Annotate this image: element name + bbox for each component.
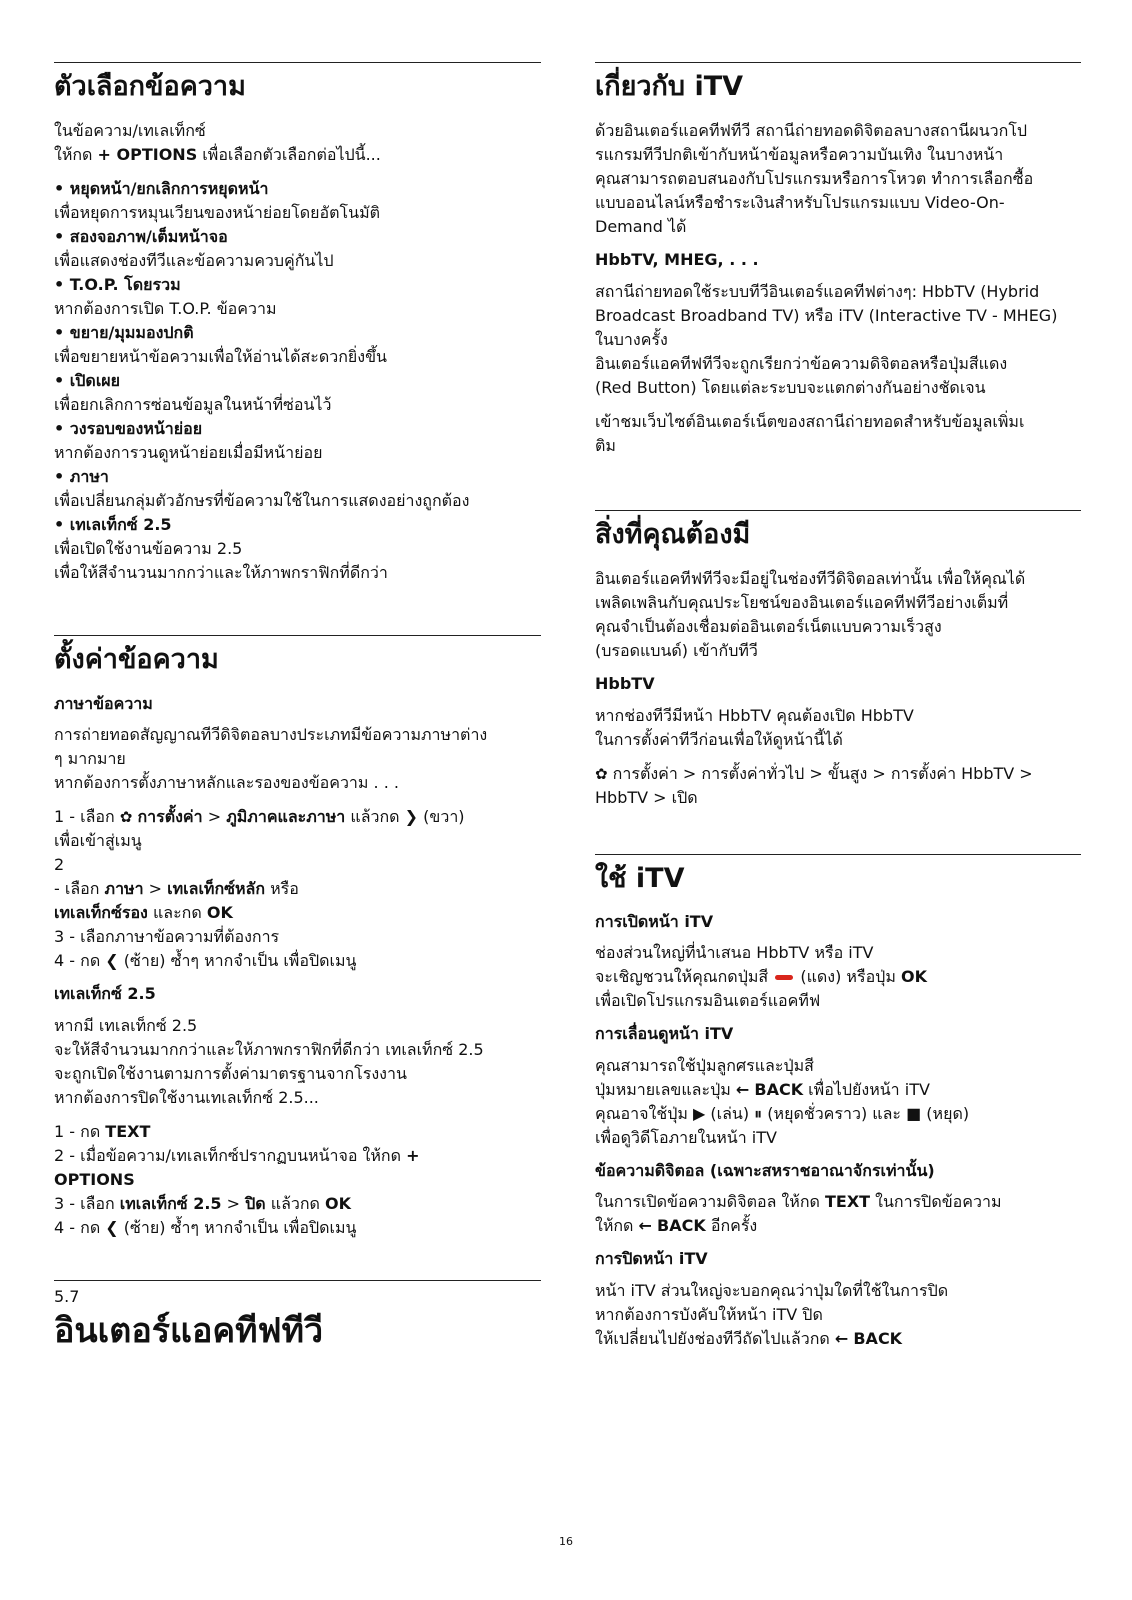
play-icon: ▶ (692, 1103, 706, 1123)
para-line (595, 1190, 1081, 1214)
para-line: หากมี เทเลเท็กซ์ 2.5 (54, 1015, 198, 1035)
section-rule (595, 62, 1081, 63)
option-desc: เพื่อให้สีจำนวนมากกว่าและให้ภาพกราฟิกที่ดีกว่า (54, 563, 388, 583)
ok-key: OK (900, 967, 927, 987)
option-desc: เพื่อแสดงช่องทีวีและข้อความควบคู่กันไป (54, 251, 334, 271)
para-line: ติม (595, 435, 616, 455)
step-text: (ซ้าย) ซ้ำๆ หากจำเป็น เพื่อปิดเมนู (123, 1217, 357, 1237)
para-text: เพื่อไปยังหน้า iTV (803, 1079, 930, 1099)
para-line: จะถูกเปิดใช้งานตามการตั้งค่ามาตรฐานจากโรงงาน (54, 1063, 407, 1083)
teletext25-paragraph (54, 1014, 541, 1110)
text-options-intro (54, 119, 541, 167)
options-list (54, 177, 541, 585)
path-line: HbbTV > เปิด (595, 787, 698, 807)
para-line: หากต้องการบังคับให้หน้า iTV ปิด (595, 1304, 823, 1324)
back-arrow-icon: ← (638, 1216, 652, 1236)
para-line: รแกรมทีวีปกติเข้ากับหน้าข้อมูลหรือความบันเทิง ในบางหน้า (595, 145, 1004, 165)
para-line: ช่องส่วนใหญ่ที่นำเสนอ HbbTV หรือ iTV (595, 943, 874, 963)
tt-step-2-cont: OPTIONS (54, 1169, 135, 1189)
step-text: หรือ (265, 879, 299, 899)
teletext25-steps (54, 1120, 541, 1240)
para-line: เพลิดเพลินกับคุณประโยชน์ของอินเตอร์แอคทีฟทีวีอย่างเต็มที่ (595, 593, 1009, 613)
para-line: (Red Button) โดยแต่ละระบบจะแตกต่างกันอย่างชัดเจน (595, 377, 986, 397)
para-line: การถ่ายทอดสัญญาณทีวีดิจิตอลบางประเภทมีข้อความภาษาต่าง (54, 725, 488, 745)
para-line: สถานีถ่ายทอดใช้ระบบทีวีอินเตอร์แอคทีฟต่างๆ: HbbTV (Hybrid (595, 281, 1040, 301)
section-rule (54, 635, 541, 636)
step-4 (54, 949, 541, 973)
digital-text-heading: ข้อความดิจิตอล (เฉพาะสหราชอาณาจักรเท่านั้น) (595, 1160, 935, 1180)
para-text: (หยุดชั่วคราว) และ (767, 1103, 907, 1123)
language-label: ภาษา (104, 879, 144, 899)
text-options-title: ตัวเลือกข้อความ (54, 71, 246, 102)
needs-paragraph (595, 567, 1081, 663)
para-line (595, 1327, 1081, 1351)
para-text: ในการปิดข้อความ (870, 1192, 1002, 1212)
option-label: • สองจอภาพ/เต็มหน้าจอ (54, 227, 228, 247)
option-label: • เปิดเผย (54, 371, 121, 391)
para-text: ให้เปลี่ยนไปยังช่องทีวีถัดไปแล้วกด (595, 1328, 835, 1348)
text-language-paragraph (54, 723, 541, 795)
navigate-paragraph (595, 1054, 1081, 1150)
para-line: อินเตอร์แอคทีฟทีวีจะถูกเรียกว่าข้อความดิจิตอลหรือปุ่มสีแดง (595, 353, 1008, 373)
back-arrow-icon: ← (834, 1328, 849, 1348)
para-text: จะเชิญชวนให้คุณกดปุ่มสี (595, 967, 774, 987)
para-line (595, 965, 1081, 989)
tt-step-4 (54, 1216, 541, 1240)
hbbtv-paragraph (595, 704, 1081, 752)
about-itv-title: เกี่ยวกับ iTV (595, 71, 744, 102)
step-text: แล้วกด (345, 807, 405, 827)
para-line: เพื่อเปิดโปรแกรมอินเตอร์แอคทีฟ (595, 991, 821, 1011)
chevron-left-icon: ❮ (105, 951, 119, 971)
intro-prefix: ให้กด (54, 145, 98, 165)
para-line: Broadcast Broadband TV) หรือ iTV (Interactive TV - MHEG) (595, 305, 1058, 325)
close-itv-paragraph (595, 1279, 1081, 1351)
para-line: (บรอดแบนด์) เข้ากับทีวี (595, 641, 758, 661)
option-desc: เพื่อยกเลิกการซ่อนข้อมูลในหน้าที่ซ่อนไว้ (54, 395, 332, 415)
option-label: • ขยาย/มุมมองปกติ (54, 323, 194, 343)
separator: > (143, 879, 168, 899)
step-text: - เลือก (54, 879, 105, 899)
step-text: 1 - เลือก (54, 807, 120, 827)
teletext25-label: เทเลเท็กซ์ 2.5 (119, 1193, 222, 1213)
para-line: หน้า iTV ส่วนใหญ่จะบอกคุณว่าปุ่มใดที่ใช้ในการปิด (595, 1280, 949, 1300)
step-text: (ขวา) (423, 807, 465, 827)
step-text: 4 - กด (54, 951, 106, 971)
step-1-cont: เพื่อเข้าสู่เมนู (54, 831, 142, 851)
section-rule (595, 854, 1081, 855)
option-label: • T.O.P. โดยรวม (54, 275, 181, 295)
section-rule (595, 510, 1081, 511)
tt-step-2 (54, 1144, 541, 1168)
para-text: (เล่น) (710, 1103, 755, 1123)
ok-key: OK (206, 903, 233, 923)
text-setup-title: ตั้งค่าข้อความ (54, 644, 219, 676)
close-itv-heading: การปิดหน้า iTV (595, 1249, 708, 1269)
option-desc: เพื่อเปิดใช้งานข้อความ 2.5 (54, 539, 243, 559)
chapter-title: อินเตอร์แอคทีฟทีวี (54, 1310, 324, 1351)
para-line (595, 1102, 1081, 1126)
stop-icon: ■ (906, 1103, 922, 1123)
step-2 (54, 877, 541, 901)
option-label: • วงรอบของหน้าย่อย (54, 419, 203, 439)
plus-key: + (406, 1145, 420, 1165)
para-text: (แดง) หรือปุ่ม (800, 967, 901, 987)
para-text: อีกครั้ง (705, 1216, 758, 1236)
separator: > (202, 807, 227, 827)
para-line: หากช่องทีวีมีหน้า HbbTV คุณต้องเปิด HbbTV (595, 705, 914, 725)
text-language-heading: ภาษาข้อความ (54, 693, 153, 713)
para-line (595, 1214, 1081, 1238)
option-label: • หยุดหน้า/ยกเลิกการหยุดหน้า (54, 179, 269, 199)
path-line (595, 762, 1081, 786)
gear-icon: ✿ (595, 764, 608, 783)
tt-step-1 (54, 1120, 541, 1144)
back-key: BACK (853, 1328, 903, 1348)
tt-step-3 (54, 1192, 541, 1216)
chapter-rule (54, 1280, 541, 1281)
chapter-number: 5.7 (54, 1286, 80, 1306)
open-itv-heading: การเปิดหน้า iTV (595, 911, 714, 931)
step-2-num: 2 (54, 855, 65, 875)
hbbtv-mheg-heading: HbbTV, MHEG, . . . (595, 250, 759, 270)
primary-teletext-label: เทเลเท็กซ์หลัก (167, 879, 266, 899)
para-line: ในบางครั้ง (595, 329, 668, 349)
red-button-icon (775, 975, 793, 980)
option-desc: เพื่อหยุดการหมุนเวียนของหน้าย่อยโดยอัตโนมัติ (54, 203, 381, 223)
para-line: คุณสามารถใช้ปุ่มลูกศรและปุ่มสี (595, 1055, 814, 1075)
para-line: ด้วยอินเตอร์แอคทีฟทีวี สถานีถ่ายทอดดิจิตอลบางสถานีผนวกโป (595, 121, 1028, 141)
para-line: เข้าชมเว็บไซต์อินเตอร์เน็ตของสถานีถ่ายทอดสำหรับข้อมูลเพิ่มเ (595, 411, 1025, 431)
language-steps (54, 805, 541, 973)
off-label: ปิด (245, 1193, 266, 1213)
navigate-itv-heading: การเลื่อนดูหน้า iTV (595, 1024, 734, 1044)
path-text: การตั้งค่า > การตั้งค่าทั่วไป > ขั้นสูง > การตั้งค่า HbbTV > (612, 763, 1033, 783)
para-text: ในการเปิดข้อความดิจิตอล ให้กด (595, 1192, 825, 1212)
region-language-label: ภูมิภาคและภาษา (226, 807, 346, 827)
left-column (54, 62, 541, 1353)
para-line: จะให้สีจำนวนมากกว่าและให้ภาพกราฟิกที่ดีกว่า เทเลเท็กซ์ 2.5 (54, 1039, 484, 1059)
back-key: BACK (754, 1079, 804, 1099)
ok-key: OK (325, 1193, 352, 1213)
teletext25-heading: เทเลเท็กซ์ 2.5 (54, 984, 156, 1004)
step-text: และกด (147, 903, 207, 923)
step-text: 2 - เมื่อข้อความ/เทเลเท็กซ์ปรากฏบนหน้าจอ ให้กด (54, 1145, 407, 1165)
right-column (595, 62, 1081, 1361)
back-arrow-icon: ← (735, 1079, 750, 1099)
step-text: แล้วกด (265, 1193, 326, 1213)
para-line: หากต้องการปิดใช้งานเทเลเท็กซ์ 2.5... (54, 1087, 319, 1107)
settings-label: การตั้งค่า (137, 807, 203, 827)
systems-paragraph (595, 280, 1081, 400)
digital-text-paragraph (595, 1190, 1081, 1238)
step-3: 3 - เลือกภาษาข้อความที่ต้องการ (54, 927, 280, 947)
hbbtv-settings-path (595, 762, 1081, 810)
pause-icon: ⏸ (754, 1103, 763, 1123)
option-desc: หากต้องการเปิด T.O.P. ข้อความ (54, 299, 277, 319)
text-key: TEXT (105, 1121, 151, 1141)
options-key: + OPTIONS (97, 145, 198, 165)
option-desc: หากต้องการวนดูหน้าย่อยเมื่อมีหน้าย่อย (54, 443, 323, 463)
para-text: คุณอาจใช้ปุ่ม (595, 1103, 693, 1123)
para-line: ในการตั้งค่าทีวีก่อนเพื่อให้ดูหน้านี้ได้ (595, 729, 843, 749)
chevron-right-icon: ❯ (404, 807, 419, 827)
separator: > (221, 1193, 246, 1213)
about-paragraph (595, 119, 1081, 239)
para-line (595, 1078, 1081, 1102)
para-text: ปุ่มหมายเลขและปุ่ม (595, 1079, 736, 1099)
para-line: หากต้องการตั้งภาษาหลักและรองของข้อความ . . . (54, 773, 399, 793)
text-key: TEXT (824, 1192, 871, 1212)
para-line: แบบออนไลน์หรือชำระเงินสำหรับโปรแกรมแบบ Video-On- (595, 193, 1005, 213)
intro-line-2 (54, 143, 541, 167)
step-1 (54, 805, 541, 829)
section-rule (54, 62, 541, 63)
para-line: คุณจำเป็นต้องเชื่อมต่ออินเตอร์เน็ตแบบความเร็วสูง (595, 617, 942, 637)
chevron-left-icon: ❮ (105, 1217, 119, 1237)
back-key: BACK (657, 1216, 706, 1236)
use-itv-title: ใช้ iTV (595, 862, 685, 894)
para-line: คุณสามารถตอบสนองกับโปรแกรมหรือการโหวต ทำการเลือกซื้อ (595, 169, 1034, 189)
para-text: ให้กด (595, 1216, 639, 1236)
website-paragraph (595, 410, 1081, 458)
option-desc: เพื่อขยายหน้าข้อความเพื่อให้อ่านได้สะดวกยิ่งขึ้น (54, 347, 387, 367)
secondary-teletext-label: เทเลเท็กซ์รอง (54, 903, 148, 923)
para-line: เพื่อดูวิดีโอภายในหน้า iTV (595, 1127, 777, 1147)
step-text: 3 - เลือก (54, 1193, 120, 1213)
para-text: (หยุด) (926, 1103, 970, 1123)
open-itv-paragraph (595, 941, 1081, 1013)
page-number: 16 (559, 1535, 573, 1548)
step-text: (ซ้าย) ซ้ำๆ หากจำเป็น เพื่อปิดเมนู (123, 951, 357, 971)
option-desc: เพื่อเปลี่ยนกลุ่มตัวอักษรที่ข้อความใช้ในการแสดงอย่างถูกต้อง (54, 491, 470, 511)
step-text: 4 - กด (54, 1217, 106, 1237)
para-line: ๆ มากมาย (54, 749, 126, 769)
para-line: Demand ได้ (595, 217, 687, 237)
option-label: • เทเลเท็กซ์ 2.5 (54, 515, 172, 535)
step-2-cont (54, 901, 541, 925)
para-line: อินเตอร์แอคทีฟทีวีจะมีอยู่ในช่องทีวีดิจิตอลเท่านั้น เพื่อให้คุณได้ (595, 569, 1026, 589)
step-text: 1 - กด (54, 1121, 106, 1141)
intro-line-1: ในข้อความ/เทเลเท็กซ์ (54, 121, 206, 141)
hbbtv-heading: HbbTV (595, 674, 655, 694)
intro-suffix: เพื่อเลือกตัวเลือกต่อไปนี้... (197, 145, 381, 165)
what-you-need-title: สิ่งที่คุณต้องมี (595, 518, 751, 550)
gear-icon: ✿ (119, 808, 133, 827)
option-label: • ภาษา (54, 467, 109, 487)
